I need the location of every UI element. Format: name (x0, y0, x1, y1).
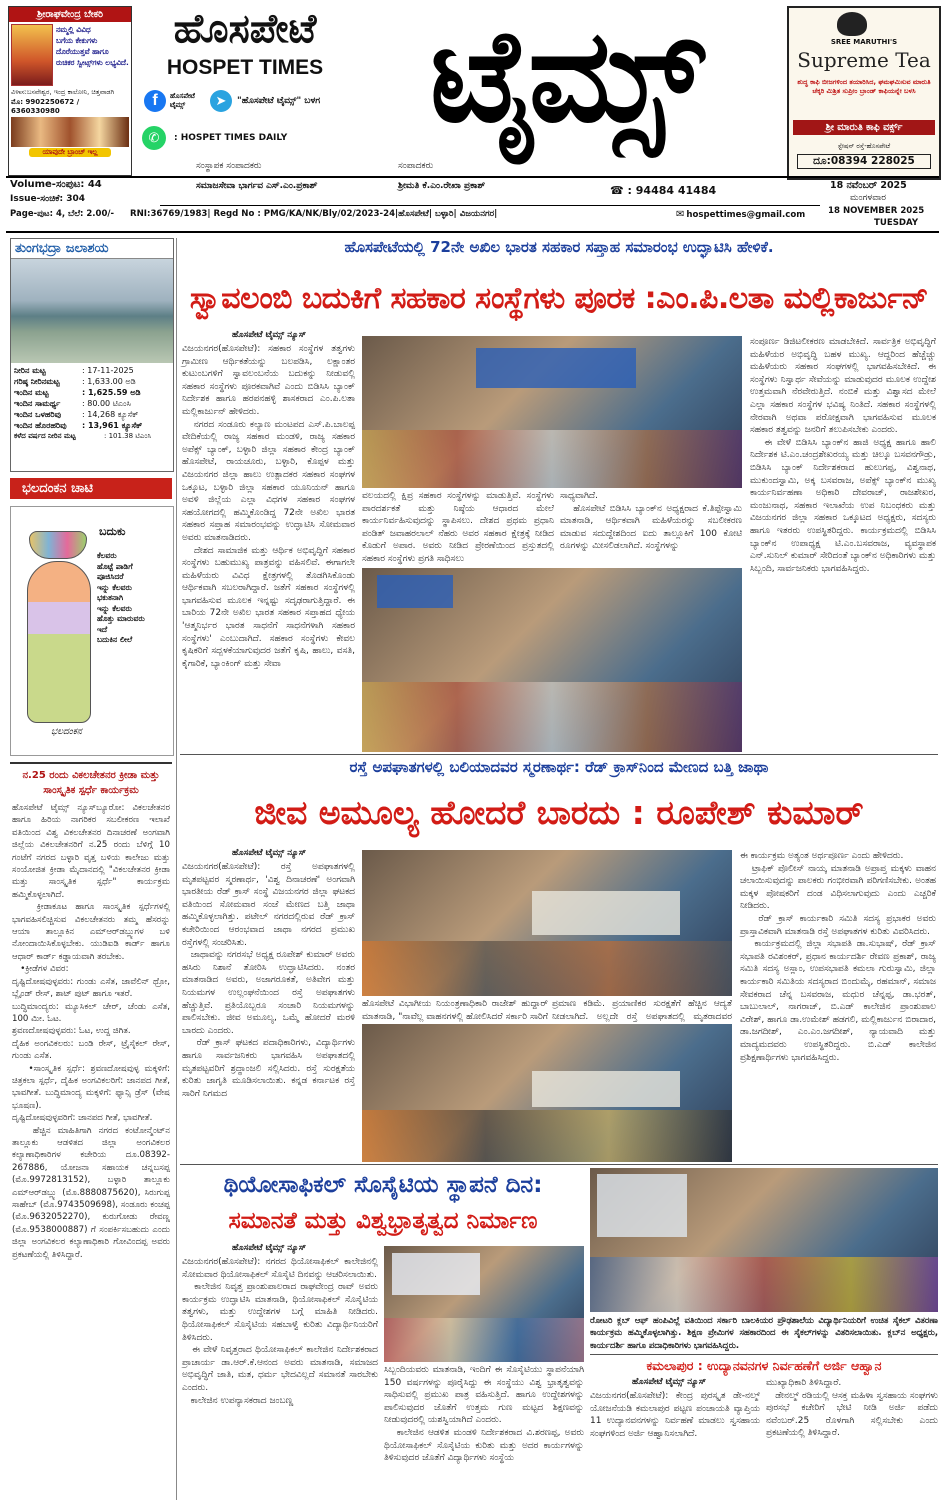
article2-photo-2 (362, 1024, 732, 1162)
tea-cup-icon (837, 12, 867, 36)
facebook-icon[interactable]: f (144, 90, 166, 112)
tea-brand-small: SREE MARUTHI'S (830, 38, 898, 46)
article4-col2: ಮುಖ್ಯಾಧಿಕಾರಿ ತಿಳಿಸಿದ್ದಾರೆ. ಡೇನಲ್ಮ್ ರಡಿಯಲ್ಲಿ ಆಸಕ್ತ ಮಹಿಳಾ ಸ್ವಸಹಾಯ ಸಂಘಗಳು ಪುರಸಭೆ ಕಚೇರಿಗೆ ಭೇಟಿ ನೀಡಿ ಅರ್ಜಿ ಪಡೆದು ನವೆಂಬರ್.25 ರೊಳಗಾಗಿ ಸಲ್ಲಿಸಬೇಕು ಎಂದು ಪ್ರಕಟಣೆಯಲ್ಲಿ ತಿಳಿಸಿದ್ದಾರೆ. (766, 1378, 938, 1439)
cartoon-bubble: ಕೆಲವರು ಹೊಟ್ಟೆ ಪಾಡಿಗೆ ಪೂಜಿಸಿದರೆ ಇನ್ನು ಕೆಲವರು ಭಕುತನಾಗಿ ಇನ್ನು ಕೆಲವರು ಹೊತ್ತು ಮಾರುವರು ಇದೆ ಬದುಕಿನ ಲೀಲೆ (97, 551, 145, 644)
article1-photo1-caption: ವಲಯದಲ್ಲಿ ಕ್ಷಿಪ್ರ ಸಹಕಾರ ಸಂಸ್ಥೆಗಳನ್ನು ಮಾಡುತ್ತಿವೆ. ಸಂಸ್ಥೆಗಳು ಪಾರದರ್ಶಕತೆ ಮತ್ತು ನಿಷ್ಠೆಯ ಆಧಾರದ ಮೇಲೆ ಕಾರ್ಯನಿರ್ವಹಿಸುವುದನ್ನು ಸ್ಥಾಪಿಸಲು. ದೇಶದ ಪ್ರಥಮ ಪ್ರಧಾನಿ ಪಂಡಿತ್ ಜವಾಹರಲಾಲ್ ನೆಹರು ಅವರ ಸಹಕಾರ ಕ್ಷೇತ್ರಕ್ಕೆ ನೀಡಿದ ಕೊಡುಗೆ ಅಪಾರ. ಅವರು ನೀಡಿದ ಪ್ರೇರಣೆಯಿಂದ ಪ್ರಸ್ತುತದಲ್ಲಿ ಸಹಕಾರ ಸಂಸ್ಥೆಗಳು ಪ್ರಗತಿ ಸಾಧಿಸಲು (362, 491, 557, 564)
dam-row (14, 387, 170, 398)
dam-row (14, 420, 170, 431)
article1-kicker: ಹೊಸಪೇಟೆಯಲ್ಲಿ 72ನೇ ಅಖಿಲ ಭಾರತ ಸಹಕಾರ ಸಪ್ತಾಹ ಸಮಾರಂಭ ಉದ್ಘಾಟಿಸಿ ಹೇಳಿಕೆ. (180, 238, 938, 256)
facebook-label[interactable]: ಹೊಸಪೇಟೆ ಟೈಮ್ಸ್ (170, 92, 195, 109)
article3-photo-caption: ರೋಟರಿ ಕ್ಲಬ್ ಆಫ್ ಹಂಪಿವಿಲ್ಲೆ ವತಿಯಿಂದ ಸರ್ಕಾರಿ ಬಾಲಕಿಯರ ಪ್ರೌಢಶಾಲೆಯ ವಿದ್ಯಾರ್ಥಿನಿಯರಿಗೆ ಉಚಿತ ಸೈಕಲ್ ವಿತರಣಾ ಕಾರ್ಯಕ್ರಮ ಹಮ್ಮಿಕೊಳ್ಳಲಾಗಿತ್ತು. ಶಿಕ್ಷಣ ಪ್ರೇಮಿಗಳ ಸಹಕಾರದಿಂದ ಈ ಸೈಕಲ್‌ಗಳನ್ನು ವಿತರಿಸಲಾಯಿತು. ಕ್ಲಬ್‌ನ ಅಧ್ಯಕ್ಷರು, ಕಾರ್ಯದರ್ಶಿ ಹಾಗೂ ಪದಾಧಿಕಾರಿಗಳು ಭಾಗವಹಿಸಿದ್ದರು. (590, 1315, 941, 1350)
telegram-label[interactable]: "ಹೊಸಪೇಟೆ ಟೈಮ್ಸ್" ಬಳಗ (237, 96, 321, 106)
bakery-ad-line: ದೊರೆಯುತ್ತವೆ ಹಾಗೂ (56, 47, 109, 56)
bakery-ad-address: ವಿಳಾಸ:ಬಸವೇಶ್ವರ, ಇಂದ್ರ ಕಾಲೋನಿ, ಚಿತ್ತವಾಡಗಿ (11, 88, 115, 96)
dam-row (14, 431, 170, 442)
masthead-name-english: HOSPET TIMES (166, 56, 324, 79)
article4-top-rule (590, 1354, 938, 1355)
bakery-ad-line: ಬಗೆಯ ಕೇಕುಗಳು (56, 36, 98, 45)
editor-label: ಸಂಪಾದಕರು (398, 161, 434, 171)
tea-ad (787, 6, 941, 180)
article3-cycle-photo (590, 1168, 938, 1312)
dam-title: ತುಂಗಭದ್ರಾ ಜಲಾಶಯ (11, 239, 173, 259)
bakery-ad-title: ಶ್ರೀರಾಘವೇಂದ್ರ ಬೇಕರಿ (9, 7, 131, 22)
dam-row-label: ಇಂದಿನ ಹೊರಹರಿವು (14, 421, 67, 430)
tea-brand: Supreme Tea (797, 48, 931, 72)
bakery-ad-line: ನಮ್ಮಲ್ಲಿ ವಿವಿಧ (56, 25, 91, 34)
dam-row-label: ನೀರಿನ ಮಟ್ಟ (14, 366, 46, 375)
dam-row-label: ಗರಿಷ್ಠ ನೀರಿನಮಟ್ಟ (14, 377, 60, 386)
article1-photo1-caption-b: ಸಾಧ್ಯವಾಗಿದೆ. ಹೊಸಪೇಟೆ ಬಿಡಿಸಿಸಿ ಬ್ಯಾಂಕ್‌ನ ಅಧ್ಯಕ್ಷರಾದ ಕೆ.ತಿಪ್ಪೇಸ್ವಾಮಿ ಮಾತನಾಡಿ, ಆರ್ಥಿಕವಾಗಿ ಮಹಿಳೆಯರನ್ನು ಸಬಲೀಕರಣ ಮಾಡುವ ಸದುದ್ದೇಶದಿಂದ ಐದು ತಾಲ್ಲೂಕಿಗೆ 100 ಕೋಟಿ ರೂಗಳನ್ನು ಮೀಸಲಿಡಲಾಗಿದೆ. ಸಂಸ್ಥೆಗಳನ್ನು (560, 491, 742, 552)
masthead-name-kannada-small: ಹೊಸಪೇಟೆ (173, 6, 317, 52)
sidebar-divider (176, 238, 177, 1500)
dam-row-value: : 1,633.00 ಅಡಿ (82, 377, 136, 386)
article1-col1: ವಿಜಯನಗರ(ಹೊಸಪೇಟೆ): ಸಹಕಾರ ಸಂಸ್ಥೆಗಳ ತತ್ವಗಳು ಗ್ರಾಮೀಣ ಆರ್ಥಿಕತೆಯನ್ನು ಬಲಪಡಿಸಿ, ಲಕ್ಷಾಂತರ ಕುಟುಂಬಗಳಿಗೆ ಸ್ವಾವಲಂಬನೆಯ ಬದುಕನ್ನು ನೀಡುವಲ್ಲಿ ಸಹಕಾರ ಸಂಸ್ಥೆಗಳು ಪೂರಕವಾಗಿವೆ ಎಂದು ಬಿಡಿಸಿಸಿ ಬ್ಯಾಂಕ್ ನಿರ್ದೇಶಕ ಹಾಗೂ ಹರಪನಹಳ್ಳಿ ಶಾಸಕರಾದ ಎಂ.ಪಿ.ಲತಾ ಮಲ್ಲಿಕಾರ್ಜುನ್ ಹೇಳಿದರು. ನಗರದ ಸಂಡೂರು ಕಲ್ಯಾಣ ಮಂಟಪದ ಎಸ್.ಪಿ.ಬಾಲಪ್ಪ ವೇದಿಕೆಯಲ್ಲಿ ರಾಜ್ಯ ಸಹಕಾರ ಮಂಡಳಿ, ರಾಜ್ಯ ಸಹಕಾರ ಅಪೆಕ್ಸ್ ಬ್ಯಾಂಕ್, ಬಳ್ಳಾರಿ ಜಿಲ್ಲಾ ಸಹಕಾರ ಕೇಂದ್ರ ಬ್ಯಾಂಕ್ ಹೊಸಪೇಟೆ, ರಾಯಚೂರು, ಬಳ್ಳಾರಿ, ಕೊಪ್ಪಳ ಮತ್ತು ವಿಜಯನಗರ ಜಿಲ್ಲಾ ಹಾಲು ಉತ್ಪಾದಕರ ಸಹಕಾರ ಸಂಘಗಳ ಒಕ್ಕೂಟ, ಬಳ್ಳಾರಿ ಜಿಲ್ಲಾ ಸಹಕಾರ ಯೂನಿಯನ್ ಹಾಗೂ ಅವಳಿ ಜಿಲ್ಲೆಯ ಎಲ್ಲಾ ವಿಧಗಳ ಸಹಕಾರ ಸಂಘಗಳ ಸಹಯೋಗದಲ್ಲಿ ಹಮ್ಮಿಕೊಂಡಿದ್ದ 72ನೇ ಅಖಿಲ ಭಾರತ ಸಹಕಾರ ಸಪ್ತಾಹ ಸಮಾರಂಭವನ್ನು ಉದ್ಘಾಟಿಸಿ ಸೋಮವಾರ ಅವರು ಮಾತನಾಡಿದರು. ದೇಶದ ಸಾಮಾಜಿಕ ಮತ್ತು ಆರ್ಥಿಕ ಅಭಿವೃದ್ಧಿಗೆ ಸಹಕಾರ ಸಂಸ್ಥೆಗಳು ಬಹುಮುಖ್ಯ ಪಾತ್ರವನ್ನು ವಹಿಸಲಿವೆ. ಈಗಾಗಲೇ ಮಹಿಳೆಯರು ವಿವಿಧ ಕ್ಷೇತ್ರಗಳಲ್ಲಿ ತೊಡಗಿಸಿಕೊಂಡು ಆರ್ಥಿಕವಾಗಿ ಸಬಲರಾಗಿದ್ದಾರೆ. ಜತೆಗೆ ಸಹಕಾರ ಸಂಸ್ಥೆಗಳಲ್ಲಿ ಭಾಗವಹಿಸುವ ಮೂಲಕ ಇನ್ನಷ್ಟು ಸದೃಢರಾಗುತ್ತಿದ್ದಾರೆ. ಈ ಬಾರಿಯ 72ನೇ ಅಖಿಲ ಭಾರತ ಸಹಕಾರ ಸಪ್ತಾಹದ ಧ್ಯೇಯ 'ಆತ್ಮನಿರ್ಭರ ಭಾರತ ಸಾಧನೆಗೆ ಸಾಧನೆಗಳಾಗಿ ಸಹಕಾರ ಸಂಸ್ಥೆಗಳು' ಎಂಬುದಾಗಿದೆ. ಸಹಕಾರ ಸಂಸ್ಥೆಗಳು ಕೇವಲ ಕೃಷಿಕರಿಗೆ ಸದ್ಬಳಕೆಯಾಗುವುದರ ಜತೆಗೆ ಕೃಷಿ, ಹಾಲು, ವಸತಿ, ಕೈಗಾರಿಕೆ, ಬ್ಯಾಂಕಿಂಗ್ ಮತ್ತು ಸೇವಾ (182, 344, 355, 669)
whatsapp-label[interactable]: : HOSPET TIMES DAILY (174, 133, 288, 143)
article2-col1: ವಿಜಯನಗರ(ಹೊಸಪೇಟೆ): ರಸ್ತೆ ಅಪಘಾತಗಳಲ್ಲಿ ಮೃತಪಟ್ಟವರ ಸ್ಮರಣಾರ್ಥ, 'ವಿಶ್ವ ದಿನಾಚರಣೆ' ಅಂಗವಾಗಿ ಭಾರತೀಯ ರೆಡ್ ಕ್ರಾಸ್ ಸಂಸ್ಥೆ ವಿಜಯನಗರ ಜಿಲ್ಲಾ ಘಟಕದ ವತಿಯಿಂದ ಸೋಮವಾರ ಸಂಜೆ ಮೇಣದ ಬತ್ತಿ ಜಾಥಾ ಹಮ್ಮಿಕೊಳ್ಳಲಾಗಿತ್ತು. ಪಟೇಲ್ ನಗರದಲ್ಲಿರುವ ರೆಡ್ ಕ್ರಾಸ್ ಕಚೇರಿಯಿಂದ ಆರಂಭವಾದ ಜಾಥಾ ನಗರದ ಪ್ರಮುಖ ರಸ್ತೆಗಳಲ್ಲಿ ಸಂಚರಿಸಿತು. ಜಾಥಾವನ್ನು ನಗರಸಭೆ ಅಧ್ಯಕ್ಷ ರೂಪೇಶ್ ಕುಮಾರ್ ಅವರು ಹಸಿರು ನಿಶಾನೆ ತೋರಿಸಿ ಉದ್ಘಾಟಿಸಿದರು. ನಂತರ ಮಾತನಾಡಿದ ಅವರು, ಅಜಾಗರೂಕತೆ, ಅತಿವೇಗ ಮತ್ತು ನಿಯಮಗಳ ಉಲ್ಲಂಘನೆಯಿಂದ ರಸ್ತೆ ಅಪಘಾತಗಳು ಹೆಚ್ಚುತ್ತಿವೆ. ಪ್ರತಿಯೊಬ್ಬರೂ ಸಂಚಾರಿ ನಿಯಮಗಳನ್ನು ಪಾಲಿಸಬೇಕು. ಜೀವ ಅಮೂಲ್ಯ, ಒಮ್ಮೆ ಹೋದರೆ ಮರಳಿ ಬಾರದು ಎಂದರು. ರೆಡ್ ಕ್ರಾಸ್ ಘಟಕದ ಪದಾಧಿಕಾರಿಗಳು, ವಿದ್ಯಾರ್ಥಿಗಳು ಹಾಗೂ ಸಾರ್ವಜನಿಕರು ಭಾಗವಹಿಸಿ ಅಪಘಾತದಲ್ಲಿ ಮೃತಪಟ್ಟವರಿಗೆ ಶ್ರದ್ಧಾಂಜಲಿ ಸಲ್ಲಿಸಿದರು. ರಸ್ತೆ ಸುರಕ್ಷತೆಯ ಕುರಿತು ಜಾಗೃತಿ ಮೂಡಿಸಲಾಯಿತು. ಕನ್ನಡ ಕರ್ನಾಟಕ ರಸ್ತೆ ಸಾರಿಗೆ ನಿಗಮದ (182, 862, 355, 1099)
article4-byline: ಹೊಸಪೇಟೆ ಟೈಮ್ಸ್ ನ್ಯೂಸ್ (632, 1377, 707, 1387)
article1-photo-1 (362, 336, 742, 488)
cake-image (11, 117, 129, 147)
article1-bottom-rule (180, 754, 938, 755)
article2-bottom-rule (180, 1164, 938, 1165)
founder-label: ಸಂಸ್ಥಾಪಕ ಸಂಪಾದಕರು (196, 161, 262, 171)
telegram-icon[interactable]: ➤ (210, 90, 232, 112)
dam-row (14, 376, 170, 387)
dam-row-label: ಇಂದಿನ ಸಾಮರ್ಥ್ಯ (14, 399, 61, 408)
article3-headline-2: ಸಮಾನತೆ ಮತ್ತು ವಿಶ್ವಭ್ರಾತೃತ್ವದ ನಿರ್ಮಾಣ (228, 1208, 538, 1234)
day-kannada: ಮಂಗಳವಾರ (850, 193, 887, 203)
mail-icon: ✉ (676, 209, 685, 220)
issue-label: Issue-ಸಂಚಿಕೆ: 304 (10, 194, 86, 204)
article1-photo-2 (362, 568, 742, 752)
article1-headline: ಸ್ವಾವಲಂಬಿ ಬದುಕಿಗೆ ಸಹಕಾರ ಸಂಸ್ಥೆಗಳು ಪೂರಕ :ಎಂ.ಪಿ.ಲತಾ ಮಲ್ಲಿಕಾರ್ಜುನ್ (189, 281, 929, 316)
bakery-ad (8, 6, 132, 176)
cartoon-word: ಬದುಕು (99, 525, 126, 538)
day-english: TUESDAY (874, 218, 919, 228)
info-rule (160, 205, 820, 206)
dam-photo (11, 259, 173, 363)
article1-byline: ಹೊಸಪೇಟೆ ಟೈಮ್ಸ್ ನ್ಯೂಸ್ (232, 330, 307, 340)
article4-headline: ಕಮಲಾಪುರ : ಉದ್ಯಾನವನಗಳ ನಿರ್ವಹಣೆಗೆ ಅರ್ಜಿ ಆಹ್ವಾನ (646, 1358, 882, 1373)
cartoon-title: ಭಲದಂಕನ ಚಾಟಿ (10, 478, 172, 499)
cartoon-signature: ಭಲದಂಕನ (51, 727, 82, 737)
sidebar-story (10, 762, 172, 1502)
article3-byline: ಹೊಸಪೇಟೆ ಟೈಮ್ಸ್ ನ್ಯೂಸ್ (232, 1243, 307, 1253)
dam-row-value: : 80.00 ಟಿಎಂಸಿ (82, 399, 131, 408)
date-kannada: 18 ನವೆಂಬರ್ 2025 (830, 180, 907, 191)
article2-photo-caption-a: ಹೊಸಪೇಟೆ ವಿಭಾಗೀಯ ನಿಯಂತ್ರಣಾಧಿಕಾರಿ ರಾಜೇಶ್ ಹುದ್ದಾರ್ ಮಾತನಾಡಿ, "ನಾವೆಲ್ಲ ವಾಹನಗಳಲ್ಲಿ ಹೋಲಿಸಿದರೆ ಸರ್ಕಾರಿ ಸಾರಿಗೆ (362, 999, 548, 1022)
dam-row (14, 409, 170, 420)
masthead-rule (6, 176, 939, 178)
bakery-ad-line: ರುಚಿಕರ ಸ್ವೀಟ್ಸ್‌ಗಳು ಲಭ್ಯವಿದೆ. (56, 58, 129, 67)
article2-headline: ಜೀವ ಅಮೂಲ್ಯ ಹೋದರೆ ಬಾರದು : ರೂಪೇಶ್ ಕುಮಾರ್ (254, 793, 864, 832)
masthead-name-kannada-big: ಟೈಮ್ಸ್ (430, 2, 700, 151)
volume-label: Volume-ಸಂಪುಟ: 44 (10, 179, 102, 190)
dam-row-label: ಇಂದಿನ ಮಟ್ಟ (14, 388, 49, 397)
article2-photo-1 (362, 850, 732, 996)
header-bottom-rule (6, 231, 939, 233)
tea-works: ಶ್ರೀ ಮಾರುತಿ ಕಾಫಿ ವರ್ಕ್ಸ್ (793, 120, 935, 135)
dam-row-value: : 13,961 ಕ್ಯೂಸೆಕ್ (82, 421, 143, 430)
article3-photo (384, 1246, 584, 1362)
deity-image (11, 24, 53, 86)
whatsapp-icon[interactable]: ✆ (142, 126, 166, 150)
article3-col2: ಸಿಬ್ಬಂದಿಯವರು ಮಾತನಾಡಿ, ಇಂದಿಗೆ ಈ ಸೊಸೈಟಿಯು ಸ್ಥಾಪನೆಯಾಗಿ 150 ವರ್ಷಗಳನ್ನು ಪೂರೈಸಿದ್ದು ಈ ಸಂಸ್ಥೆಯು ವಿಶ್ವ ಭ್ರಾತೃತ್ವವನ್ನು ಸಾಧಿಸುವಲ್ಲಿ ಪ್ರಮುಖ ಪಾತ್ರ ವಹಿಸುತ್ತಿದೆ. ಹಾಗೂ ಉದ್ದೇಶಗಳನ್ನು ಪಾಲಿಸುವುದರ ಜೊತೆಗೆ ಉತ್ತಮ ಗುಣ ಮಟ್ಟದ ಶಿಕ್ಷಣವನ್ನು ನೀಡುವುದರಲ್ಲಿ ಯಶಸ್ವಿಯಾಗಿದೆ ಎಂದರು. ಕಾಲೇಜಿನ ಆಡಳಿತ ಮಂಡಳಿ ನಿರ್ದೇಶಕರಾದ ವಿ.ಶರಣಪ್ಪ, ಅವರು ಥಿಯೋಸಾಫಿಕಲ್ ಸೊಸೈಟಿಯ ಕುರಿತು ಮತ್ತು ಅದರ ಕಾರ್ಯಗಳನ್ನು ತಿಳಿಸುವುದರ ಜೊತೆಗೆ ವಿದ್ಯಾರ್ಥಿಗಳು ಸಂಸ್ಥೆಯ (384, 1365, 584, 1464)
bakery-ad-phone: ಮೊ: 9902250672 / 6360330980 (11, 98, 80, 115)
article3-col1: ವಿಜಯನಗರ(ಹೊಸಪೇಟೆ): ನಗರದ ಥಿಯೋಸಾಫಿಕಲ್ ಕಾಲೇಜಿನಲ್ಲಿ ಸೋಮವಾರ ಥಿಯೋಸಾಫಿಕಲ್ ಸೊಸೈಟಿ ದಿನವನ್ನು ಆಚರಿಸಲಾಯಿತು. ಕಾಲೇಜಿನ ನಿವೃತ್ತ ಪ್ರಾಂಶುಪಾಲರಾದ ರಾಘವೇಂದ್ರ ರಾವ್ ಅವರು ಕಾರ್ಯಕ್ರಮ ಉದ್ಘಾಟಿಸಿ ಮಾತನಾಡಿ, ಥಿಯೋಸಾಫಿಕಲ್ ಸೊಸೈಟಿಯ ತತ್ವಗಳು, ಮತ್ತು ಉದ್ದೇಶಗಳ ಬಗ್ಗೆ ಮಾಹಿತಿ ನೀಡಿದರು. ಥಿಯೋಸಾಫಿಕಲ್ ಸೊಸೈಟಿಯ ಸಹಬಾಳ್ವೆ ಕುರಿತು ವಿದ್ಯಾರ್ಥಿನಿಯರಿಗೆ ತಿಳಿಸಿದರು. ಈ ವೇಳೆ ನಿವೃತ್ತರಾದ ಥಿಯೋಸಾಫಿಕಲ್ ಕಾಲೇಜಿನ ನಿರ್ದೇಶಕರಾದ ಪ್ರಾಚಾರ್ಯ ಡಾ.ಆರ್.ಕೆ.ಆನಂದ ಅವರು ಮಾತನಾಡಿ, ಸಮಾಜದ ಅಭಿವೃದ್ಧಿಗೆ ಜಾತಿ, ಮತ, ಧರ್ಮ ಭೇದವಿಲ್ಲದೆ ಸಮಾನತೆ ಸಾರಬೇಕು ಎಂದರು. ಕಾಲೇಜಿನ ಉಪನ್ಯಾಸಕರಾದ ಜಂಬಣ್ಣ (182, 1257, 378, 1406)
cartoon-figure (27, 561, 91, 723)
cartoon-box (10, 506, 174, 756)
article1-col3: ಸಂಪೂರ್ಣ ಡಿಜಿಟಲೀಕರಣ ಮಾಡಬೇಕಿದೆ. ಸಾರ್ವತ್ರಿಕ ಅಭಿವೃದ್ಧಿಗೆ ಮಹಿಳೆಯರ ಅಭಿವೃದ್ಧಿ ಬಹಳ ಮುಖ್ಯ. ಆದ್ದರಿಂದ ಹೆಚ್ಚೆಚ್ಚು ಮಹಿಳೆಯರು ಸಹಕಾರ ಸಂಘಗಳಲ್ಲಿ ಭಾಗವಹಿಸಬೇಕಿದೆ. ಈ ಸಂಸ್ಥೆಗಳು ನಿಸ್ವಾರ್ಥ ಸೇವೆಯನ್ನು ಮಾಡುವುದರ ಮೂಲಕ ಉದ್ದೇಶ ಉತ್ತಮವಾಗಿ ನೆರವೇರುತ್ತಿದೆ. ನಂಬಿಕೆ ಮತ್ತು ವಿಶ್ವಾಸದ ಮೇಲೆ ಎಲ್ಲಾ ಸಹಕಾರ ಸಂಸ್ಥೆಗಳ ಭವಿಷ್ಯ ನಿಂತಿದೆ. ಸಹಕಾರ ಸಂಸ್ಥೆಗಳಲ್ಲಿ ನೇರವಾಗಿ ಅಥವಾ ಪರೋಕ್ಷವಾಗಿ ಭಾಗವಹಿಸುವ ಮೂಲಕ ಸಹಕಾರ ತತ್ವವನ್ನು ಜನರಿಗೆ ತಲುಪಿಸಬೇಕು ಎಂದರು. ಈ ವೇಳೆ ಬಿಡಿಸಿಸಿ ಬ್ಯಾಂಕ್‌ನ ಹಾಜಿ ಅಧ್ಯಕ್ಷ ಹಾಗೂ ಹಾಲಿ ನಿರ್ದೇಶಕ ಟಿ.ಎಂ.ಚಂದ್ರಶೇಖರಯ್ಯ ಮತ್ತು ಚಿಲ್ಕೂ ಬಸವನಗೌಡ್ರು, ಬಿಡಿಸಿಸಿ ಬ್ಯಾಂಕ್ ನಿರ್ದೇಶಕರಾದ ಹುಲುಗಪ್ಪ, ವಿಶ್ವನಾಥ, ಮುಕುಂದಸ್ವಾಮಿ, ಅಕ್ಕ ಬಸವರಾಜ, ಅಪೆಕ್ಸ್ ಬ್ಯಾಂಕ್‌ನ ಮುಖ್ಯ ಕಾರ್ಯನಿರ್ವಹಣಾ ಅಧಿಕಾರಿ ದೇವರಾಜ್, ರಾಜಶೇಖರ, ಮಂಜುನಾಥ, ಸಹಕಾರ ಇಲಾಖೆಯ ಉಪ ನಿಬಂಧಕರು ಮತ್ತು ವಿಜಯನಗರ ಜಿಲ್ಲಾ ಸಹಕಾರ ಒಕ್ಕೂಟದ ಅಧ್ಯಕ್ಷರು, ಸದಸ್ಯರು ಹಾಗೂ ಇತರರು ಉಪಸ್ಥಿತರಿದ್ದರು. ಕಾರ್ಯಕ್ರಮದಲ್ಲಿ ಬಿಡಿಸಿಸಿ ಬ್ಯಾಂಕ್‌ನ ಉಪಾಧ್ಯಕ್ಷ ಟಿ.ಎಂ.ಬಸವರಾಜ, ವ್ಯವಸ್ಥಾಪಕ ಎನ್.ಸುನಿಲ್ ಕುಮಾರ್ ಸೇರಿದಂತೆ ಬ್ಯಾಂಕ್‌ನ ಅಧಿಕಾರಿಗಳು ಮತ್ತು ಸಿಬ್ಬಂದಿ, ಸಾರ್ವಜನಿಕರು ಭಾಗವಹಿಸಿದ್ದರು. (750, 337, 936, 574)
article2-photo-caption-b: ಪ್ರಮಾಣ ಕಡಿಮೆ. ಪ್ರಯಾಣಿಕರ ಸುರಕ್ಷತೆಗೆ ಹೆಚ್ಚಿನ ಆದ್ಯತೆ ನೀಡಲಾಗಿದೆ. ಅಲ್ಲದೇ ರಸ್ತೆ ಅಪಘಾತದಲ್ಲಿ ಮೃತರಾದವರ (552, 999, 732, 1022)
bakery-ad-footer: ಯಾವುದೇ ಬ್ರಾಂಚ್ ಇಲ್ಲ (29, 148, 111, 157)
sidebar-story-title: ನ.25 ರಂದು ವಿಕಲಚೇತನರ ಕ್ರೀಡಾ ಮತ್ತು ಸಾಂಸ್ಕೃತಿಕ ಸ್ಪರ್ಧೆ ಕಾರ್ಯಕ್ರಮ (22, 770, 160, 796)
dam-row-value: : 17-11-2025 (82, 366, 134, 375)
editor-name: ಶ್ರೀಮತಿ ಕೆ.ಎಂ.ರೇಖಾ ಪ್ರಕಾಶ್ (398, 181, 486, 191)
cartoon-basket (29, 531, 87, 559)
dam-row-value: : 1,625.59 ಅಡಿ (82, 388, 141, 397)
tea-phone: ದೂ:08394 228025 (797, 154, 931, 169)
page-price-label: Page-ಪುಟ: 4, ಬೆಲೆ: 2.00/- (10, 209, 115, 219)
article3-headline-1: ಥಿಯೋಸಾಫಿಕಲ್ ಸೊಸೈಟಿಯ ಸ್ಥಾಪನೆ ದಿನ: (223, 1172, 543, 1198)
dam-row-label: ಇಂದಿನ ಒಳಹರಿವು (14, 410, 62, 419)
dam-box (10, 238, 174, 472)
article2-col3: ಈ ಕಾರ್ಯಕ್ರಮ ಅತ್ಯಂತ ಅರ್ಥಪೂರ್ಣ ಎಂದು ಹೇಳಿದರು. ಟ್ರಾಫಿಕ್ ಪೊಲೀಸ್ ನಾಯ್ಕ ಮಾತನಾಡಿ ಅಪ್ರಾಪ್ತ ಮಕ್ಕಳು ವಾಹನ ಚಲಾಯಿಸುವುದನ್ನು ಪಾಲಕರು ಗಂಭೀರವಾಗಿ ಪರಿಗಣಿಸಬೇಕು. ಅಂತಹ ಮಕ್ಕಳ ಪೋಷಕರಿಗೆ ದಂಡ ವಿಧಿಸಲಾಗುವುದು ಎಂದು ಎಚ್ಚರಿಕೆ ನೀಡಿದರು. ರೆಡ್ ಕ್ರಾಸ್ ಕಾರ್ಯಕಾರಿ ಸಮಿತಿ ಸದಸ್ಯ ಪ್ರಭಾಕರ ಅವರು ಪ್ರಾಸ್ತಾವಿಕವಾಗಿ ಮಾತನಾಡಿ ರಸ್ತೆ ಅಪಘಾತಗಳ ಕುರಿತು ವಿವರಿಸಿದರು. ಕಾರ್ಯಕ್ರಮದಲ್ಲಿ ಜಿಲ್ಲಾ ಸಭಾಪತಿ ಡಾ.ಸುಭಾಷ್, ರೆಡ್ ಕ್ರಾಸ್ ಸಭಾಪತಿ ರವಿಶಂಕರ್, ಪ್ರಧಾನ ಕಾರ್ಯದರ್ಶಿ ರೇವಣ ಪ್ರಕಾಶ್, ರಾಜ್ಯ ಸಮಿತಿ ಸದಸ್ಯ ಅಸ್ಲಾಂ, ಉಪಸಭಾಪತಿ ಕಮಲಾ ಗುರುಸ್ವಾಮಿ, ಜಿಲ್ಲಾ ಕಾರ್ಯಕಾರಿ ಸಮಿತಿಯ ಸದಸ್ಯರಾದ ಬಿಂದುಮೈ, ರಹಮಾನ್, ಸಮಾಜ ಸೇವಕರಾದ ಚೆನ್ನ ಬಸವರಾಜ, ಮಧುರ ಚೆನ್ನಪ್ಪ, ಡಾ.ಭರತ್, ಬಾಬುಲಾಲ್, ನಾಗರಾಜ್, ಬಿ.ಎಡ್ ಕಾಲೇಜಿನ ಪ್ರಾಂಶುಪಾಲ ವಿರೇಶ್, ಹಾಗೂ ಡಾ.ಉಮೇಶ್ ಹಡಗಲಿ, ಮಲ್ಲಿಕಾರ್ಜುನ ಬಿರಾದಾರ, ಡಾ.ಜಗದೀಶ್, ಎಂ.ಎಂ.ಜಗದೀಶ್, ನ್ಯಾಯವಾದಿ ಮತ್ತು ಮಾದ್ಯಮದವರು ಉಪಸ್ಥಿತರಿದ್ದರು. ಬಿ.ಎಡ್ ಕಾಲೇಜಿನ ಪ್ರಶಿಕ್ಷಣಾರ್ಥಿಗಳು ಭಾಗವಹಿಸಿದ್ದರು. (740, 851, 936, 1063)
dam-row (14, 365, 170, 376)
article2-byline: ಹೊಸಪೇಟೆ ಟೈಮ್ಸ್ ನ್ಯೂಸ್ (232, 848, 307, 858)
registration-line: RNI:36769/1983| Regd No : PMG/KA/NK/Bly/02/2023-24|ಹೊಸಪೇಟೆ| ಬಳ್ಳಾರಿ| ವಿಜಯನಗರ| (130, 209, 498, 219)
article2-kicker: ರಸ್ತೆ ಅಪಘಾತಗಳಲ್ಲಿ ಬಲಿಯಾದವರ ಸ್ಮರಣಾರ್ಥ: ರೆಡ್ ಕ್ರಾಸ್‌ನಿಂದ ಮೇಣದ ಬತ್ತಿ ಜಾಥಾ (349, 758, 769, 776)
tea-address: ಸ್ಟೇಷನ್ ರಸ್ತೆ-ಹೊಸಪೇಟೆ (837, 142, 891, 150)
sidebar-story-body: ಹೊಸಪೇಟೆ ಟೈಮ್ಸ್ ನ್ಯೂಸ್‌ಬ್ಯೂರೋ: ವಿಕಲಚೇತನರ ಹಾಗೂ ಹಿರಿಯ ನಾಗರಿಕರ ಸಬಲೀಕರಣ ಇಲಾಖೆ ವತಿಯಿಂದ ವಿಶ್ವ ವಿಕಲಚೇತನರ ದಿನಾಚರಣೆ ಅಂಗವಾಗಿ ಜಿಲ್ಲೆಯ ವಿಕಲಚೇತನರಿಗೆ ನ.25 ರಂದು ಬೆಳಿಗ್ಗೆ 10 ಗಂಟೆಗೆ ನಗರದ ಬಳ್ಳಾರಿ ವೃತ್ತ ಬಳಿಯ ಕಾಲೇಜು ಮತ್ತು ಸಂಯೋಜಿತ ಕ್ರೀಡಾ ಮೈದಾನದಲ್ಲಿ "ವಿಕಲಚೇತನರ ಕ್ರೀಡಾ ಮತ್ತು ಸಾಂಸ್ಕೃತಿಕ ಸ್ಪರ್ಧೆ" ಕಾರ್ಯಕ್ರಮ ಹಮ್ಮಿಕೊಳ್ಳಲಾಗಿದೆ. ಕ್ರೀಡಾಕೂಟ ಹಾಗೂ ಸಾಂಸ್ಕೃತಿಕ ಸ್ಪರ್ಧೆಗಳಲ್ಲಿ ಭಾಗವಹಿಸಲಿಚ್ಚಿಸುವ ವಿಕಲಚೇತನರು ತಮ್ಮ ಹೆಸರನ್ನು ಆಯಾ ತಾಲ್ಲೂಕಿನ ಎಮ್‌ಆರ್‌ಡಬ್ಲ್ಯುಗಳ ಬಳಿ ನೋಂದಾಯಿಸಿಕೊಳ್ಳಬೇಕು. ಯುಡಿಐಡಿ ಕಾರ್ಡ್ ಹಾಗೂ ಆಧಾರ್ ಕಾರ್ಡ್ ಕಡ್ಡಾಯವಾಗಿ ತರಬೇಕು. •ಕ್ರೀಡೆಗಳ ವಿವರ: ದೃಷ್ಟಿದೋಷವುಳ್ಳವರು: ಗುಂಡು ಎಸೆತ, ಜಾವೆಲಿನ್ ಥ್ರೋ, ಬ್ಲೈಂಡ್ ರೇಸ್, ಶಾಟ್ ಪುಟ್ ಹಾಗೂ ಇತರೆ. ಬುದ್ಧಿಮಾಂದ್ಯರು: ಮ್ಯೂಸಿಕಲ್ ಚೇರ್, ಚೆಂಡು ಎಸೆತ, 100 ಮೀ. ಓಟ. ಶ್ರವಣದೋಷವುಳ್ಳವರು: ಓಟ, ಉದ್ದ ಜಿಗಿತ. ದೈಹಿಕ ಅಂಗವಿಕಲರು: ಬಂಡಿ ರೇಸ್, ಟ್ರೈಸೈಕಲ್ ರೇಸ್, ಗುಂಡು ಎಸೆತ. •ಸಾಂಸ್ಕೃತಿಕ ಸ್ಪರ್ಧೆ: ಶ್ರವಣದೋಷವುಳ್ಳ ಮಕ್ಕಳಿಗೆ: ಚಿತ್ರಕಲಾ ಸ್ಪರ್ಧೆ, ದೈಹಿಕ ಅಂಗವಿಕಲರಿಗೆ: ಜಾನಪದ ಗೀತೆ, ಭಾವಗೀತೆ. ಬುದ್ಧಿಮಾಂದ್ಯ ಮಕ್ಕಳಿಗೆ: ಫ್ಯಾನ್ಸಿ ಡ್ರೆಸ್ (ವೇಷ ಭೂಷಣ). ದೃಷ್ಟಿದೋಷವುಳ್ಳವರಿಗೆ: ಜಾನಪದ ಗೀತೆ, ಭಾವಗೀತೆ. ಹೆಚ್ಚಿನ ಮಾಹಿತಿಗಾಗಿ ನಗರದ ಕಂಟೋನ್ಮೆಂಟ್‌ನ ತಾಲ್ಲೂಕು ಆಡಳಿತದ ಜಿಲ್ಲಾ ಅಂಗವಿಕಲರ ಕಲ್ಯಾಣಾಧಿಕಾರಿಗಳ ಕಚೇರಿಯ ದೂ.08392-267886, ಯೋಜನಾ ಸಹಾಯಕ ಚನ್ನಬಸಪ್ಪ (ಮೊ.9972813152), ಬಳ್ಳಾರಿ ತಾಲ್ಲೂಕು ಎಮ್‌ಆರ್‌ಡಬ್ಲ್ಯು (ಮೊ.8880875620), ಸಿರುಗುಪ್ಪ ಸಾಹೇಬ್ (ಮೊ.9743509698), ಸಂಡೂರು ಕಂಚಪ್ಪ (ಮೊ.9632052270), ಕುರುಗೋಡು ರೇವಣ್ಣ (ಮೊ.9538000887) ಗೆ ಸಂಪರ್ಕಿಸಬಹುದು ಎಂದು ಜಿಲ್ಲಾ ಅಂಗವಿಕಲರ ಕಲ್ಯಾಣಾಧಿಕಾರಿ ಗೋವಿಂದಪ್ಪ ಅವರು ಪ್ರಕಟಣೆಯಲ್ಲಿ ತಿಳಿಸಿದ್ದಾರೆ. (12, 803, 170, 1260)
dam-row-value: : 14,268 ಕ್ಯೂಸೆಕ್ (82, 410, 139, 419)
date-english: 18 NOVEMBER 2025 (828, 206, 925, 216)
email-address[interactable]: hospettimes@gmail.com (686, 209, 806, 220)
phone-number: ☎ : 94484 41484 (610, 184, 717, 197)
founder-name: ಸಮಾಜಸೇವಾ ಭಾರ್ಗವ ಎಸ್.ಎಂ.ಪ್ರಕಾಶ್ (196, 181, 318, 191)
tea-desc: ಶುದ್ಧ ಕಾಫಿ ಬೀಜಗಳಿಂದ ತಯಾರಿಸಿದ, ಘಮಘಮಿಸುವ ಮಾರುತಿ ಚೆಕ್ಕರಿ ಮಿಶ್ರಿತ ಸುಪ್ರೀಂ ಬ್ರಾಂಡ್ ಕಾಫಿಯನ್ನೇ ಬಳಸಿ (797, 78, 931, 95)
article4-col1: ವಿಜಯನಗರ(ಹೊಸಪೇಟೆ): ಕೇಂದ್ರ ಪುರಸ್ಕೃತ ಡೇ-ನಲ್ಮ್ ಯೋಜನೆಯಡಿ ಕಮಲಾಪುರ ಪಟ್ಟಣ ಪಂಚಾಯತಿ ವ್ಯಾಪ್ತಿಯ 11 ಉದ್ಯಾನವನಗಳನ್ನು ನಿರ್ವಹಣೆ ಮಾಡಲು ಸ್ವಸಹಾಯ ಸಂಘಗಳಿಂದ ಅರ್ಜಿ ಆಹ್ವಾನಿಸಲಾಗಿದೆ. (590, 1391, 763, 1439)
dam-row (14, 398, 170, 409)
dam-row-label: ಕಳೆದ ವರ್ಷದ ನೀರಿನ ಮಟ್ಟ (14, 432, 76, 440)
dam-row-value: : 101.38 ಟಿಎಂಸಿ (104, 432, 152, 440)
